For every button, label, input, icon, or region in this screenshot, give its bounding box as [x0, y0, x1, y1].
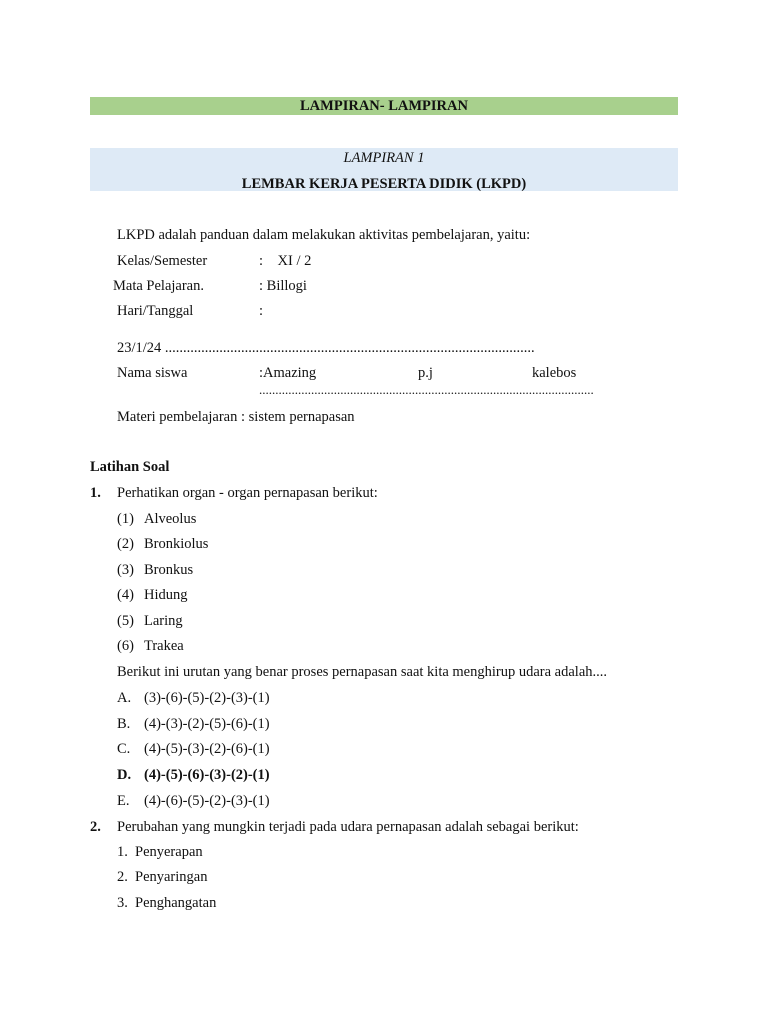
option-text: (3)-(6)-(5)-(2)-(3)-(1) [144, 690, 270, 706]
answer-option [117, 792, 270, 810]
list-item-number: (4) [117, 587, 134, 603]
list-item [117, 843, 203, 861]
list-item-text: Alveolus [144, 511, 197, 527]
list-item-text: Penghangatan [135, 895, 217, 911]
nama-extra-kalebos: kalebos [532, 365, 577, 381]
list-item-text: Hidung [144, 587, 188, 603]
list-item [117, 561, 193, 579]
q1-question: Berikut ini urutan yang benar proses pernapasan saat kita menghirup udara adalah.... [117, 664, 608, 680]
list-item-number: (6) [117, 638, 134, 654]
option-text: (4)-(5)-(6)-(3)-(2)-(1) [144, 767, 270, 783]
mapel-value: : Billogi [259, 278, 307, 294]
answer-option [117, 715, 270, 733]
option-text: (4)-(3)-(2)-(5)-(6)-(1) [144, 716, 270, 732]
list-item-number: 1. [117, 844, 128, 860]
list-item-number: (2) [117, 536, 134, 552]
lampiran-label: LAMPIRAN 1 [343, 150, 425, 166]
kelas-label: Kelas/Semester [117, 253, 208, 269]
list-item-text: Penyaringan [135, 869, 208, 885]
q1-number: 1. [90, 485, 101, 501]
latihan-heading: Latihan Soal [90, 459, 170, 475]
option-letter: D. [117, 767, 132, 783]
date-line: 23/1/24 ...................................................................................................... [117, 340, 535, 356]
nama-dots: ....................................................................................................... [259, 382, 594, 397]
list-item [117, 894, 216, 912]
kelas-value: : XI / 2 [259, 253, 312, 269]
answer-option [117, 689, 270, 707]
list-item [117, 535, 208, 553]
hari-value: : [259, 303, 264, 319]
list-item [117, 586, 188, 604]
option-letter: C. [117, 741, 131, 757]
option-letter: E. [117, 793, 130, 809]
list-item-number: (3) [117, 562, 134, 578]
list-item-number: 2. [117, 869, 128, 885]
mapel-label: Mata Pelajaran. [113, 278, 204, 294]
q1-text: Perhatikan organ - organ pernapasan berikut: [117, 485, 378, 501]
option-letter: B. [117, 716, 131, 732]
list-item [117, 612, 183, 630]
list-item [117, 637, 184, 655]
list-item [117, 510, 196, 528]
list-item-number: (5) [117, 613, 134, 629]
lkpd-subtitle: LEMBAR KERJA PESERTA DIDIK (LKPD) [241, 176, 527, 192]
q2-text: Perubahan yang mungkin terjadi pada udara pernapasan adalah sebagai berikut: [117, 819, 579, 835]
list-item-text: Bronkus [144, 562, 194, 578]
list-item-text: Laring [144, 613, 183, 629]
nama-value: :Amazing [259, 365, 317, 381]
nama-label: Nama siswa [117, 365, 188, 381]
list-item-number: 3. [117, 895, 128, 911]
option-letter: A. [117, 690, 132, 706]
hari-label: Hari/Tanggal [117, 303, 194, 319]
option-text: (4)-(6)-(5)-(2)-(3)-(1) [144, 793, 270, 809]
nama-extra-pj: p.j [418, 365, 433, 381]
list-item-text: Trakea [144, 638, 184, 654]
q2-number: 2. [90, 819, 101, 835]
list-item-text: Bronkiolus [144, 536, 209, 552]
list-item [117, 868, 207, 886]
option-text: (4)-(5)-(3)-(2)-(6)-(1) [144, 741, 270, 757]
materi-text: Materi pembelajaran : sistem pernapasan [117, 409, 355, 425]
list-item-number: (1) [117, 511, 134, 527]
intro-text: LKPD adalah panduan dalam melakukan aktivitas pembelajaran, yaitu: [117, 227, 531, 243]
page-title: LAMPIRAN- LAMPIRAN [300, 98, 468, 114]
list-item-text: Penyerapan [135, 844, 203, 860]
answer-option-correct [117, 766, 270, 784]
answer-option [117, 740, 270, 758]
